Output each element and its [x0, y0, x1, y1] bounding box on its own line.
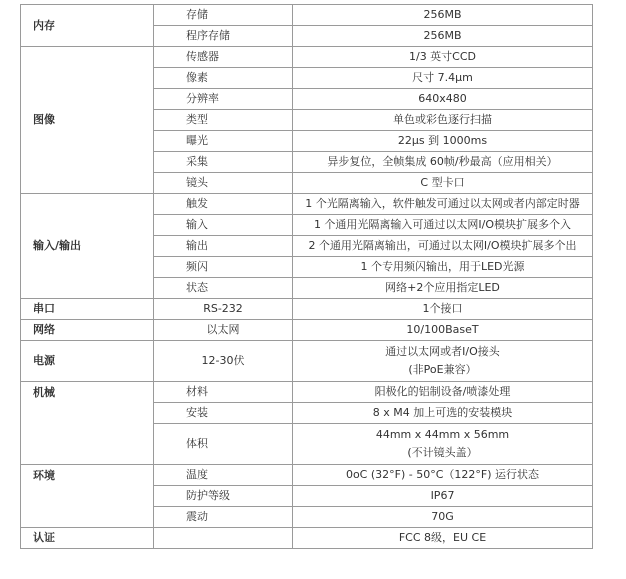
table-row [21, 465, 593, 486]
category-cell: 环境 [21, 465, 154, 528]
table-row [21, 5, 593, 26]
item-name: 传感器 [154, 47, 293, 68]
item-value: 22µs 到 1000ms [293, 131, 593, 152]
item-value: 256MB [293, 26, 593, 47]
item-name: 体积 [154, 424, 293, 465]
table-row [21, 341, 593, 382]
item-name: 像素 [154, 68, 293, 89]
item-value: 1 个专用频闪输出，用于LED光源 [293, 257, 593, 278]
item-value: 70G [293, 507, 593, 528]
item-name: 程序存储 [154, 26, 293, 47]
item-value: 1个接口 [293, 299, 593, 320]
item-value [293, 424, 593, 465]
item-name: 状态 [154, 278, 293, 299]
category-cell: 电源 [21, 341, 154, 382]
item-name: 输出 [154, 236, 293, 257]
item-value: 网络+2个应用指定LED [293, 278, 593, 299]
item-value: 8 x M4 加上可选的安装模块 [293, 403, 593, 424]
item-value: 尺寸 7.4µm [293, 68, 593, 89]
item-value-line: 通过以太网或者I/O接头 [385, 345, 500, 358]
item-value: 异步复位，全帧集成 60帧/秒最高（应用相关） [293, 152, 593, 173]
table-row [21, 528, 593, 549]
item-name: 输入 [154, 215, 293, 236]
table-row [21, 194, 593, 215]
category-cell: 输入/输出 [21, 194, 154, 299]
item-value: 256MB [293, 5, 593, 26]
item-name: 分辨率 [154, 89, 293, 110]
item-value: 2 个通用光隔离输出，可通过以太网I/O模块扩展多个出 [293, 236, 593, 257]
table-row [21, 382, 593, 403]
item-value-line: 44mm x 44mm x 56mm [375, 428, 510, 441]
item-value: 1/3 英寸CCD [293, 47, 593, 68]
item-name: 频闪 [154, 257, 293, 278]
table-row [21, 320, 593, 341]
category-cell: 认证 [21, 528, 154, 549]
item-value: 单色或彩色逐行扫描 [293, 110, 593, 131]
item-name: 采集 [154, 152, 293, 173]
item-value [293, 341, 593, 382]
item-name: 以太网 [154, 320, 293, 341]
category-cell: 机械 [21, 382, 154, 465]
category-cell: 网络 [21, 320, 154, 341]
item-name: 镜头 [154, 173, 293, 194]
table-row [21, 299, 593, 320]
item-name: 12-30伏 [154, 341, 293, 382]
spec-table [20, 4, 593, 549]
table-row [21, 47, 593, 68]
item-value-line: (不计镜头盖） [407, 446, 478, 459]
item-name [154, 528, 293, 549]
item-value: FCC 8级，EU CE [293, 528, 593, 549]
item-name: 曝光 [154, 131, 293, 152]
item-value: C 型卡口 [293, 173, 593, 194]
category-cell: 内存 [21, 5, 154, 47]
item-value: 640x480 [293, 89, 593, 110]
item-name: 安装 [154, 403, 293, 424]
item-name: 温度 [154, 465, 293, 486]
item-name: 防护等级 [154, 486, 293, 507]
item-value: IP67 [293, 486, 593, 507]
item-name: 材料 [154, 382, 293, 403]
item-name: 存储 [154, 5, 293, 26]
item-value: 0oC (32°F) - 50°C（122°F) 运行状态 [293, 465, 593, 486]
category-cell: 图像 [21, 47, 154, 194]
item-value: 10/100BaseT [293, 320, 593, 341]
item-name: 类型 [154, 110, 293, 131]
item-name: 震动 [154, 507, 293, 528]
category-cell: 串口 [21, 299, 154, 320]
item-value-line: (非PoE兼容） [408, 363, 477, 376]
item-name: 触发 [154, 194, 293, 215]
item-value: 1 个通用光隔离输入可通过以太网I/O模块扩展多个入 [293, 215, 593, 236]
item-value: 1 个光隔离输入，软件触发可通过以太网或者内部定时器 [293, 194, 593, 215]
item-value: 阳极化的铝制设备/喷漆处理 [293, 382, 593, 403]
item-name: RS-232 [154, 299, 293, 320]
